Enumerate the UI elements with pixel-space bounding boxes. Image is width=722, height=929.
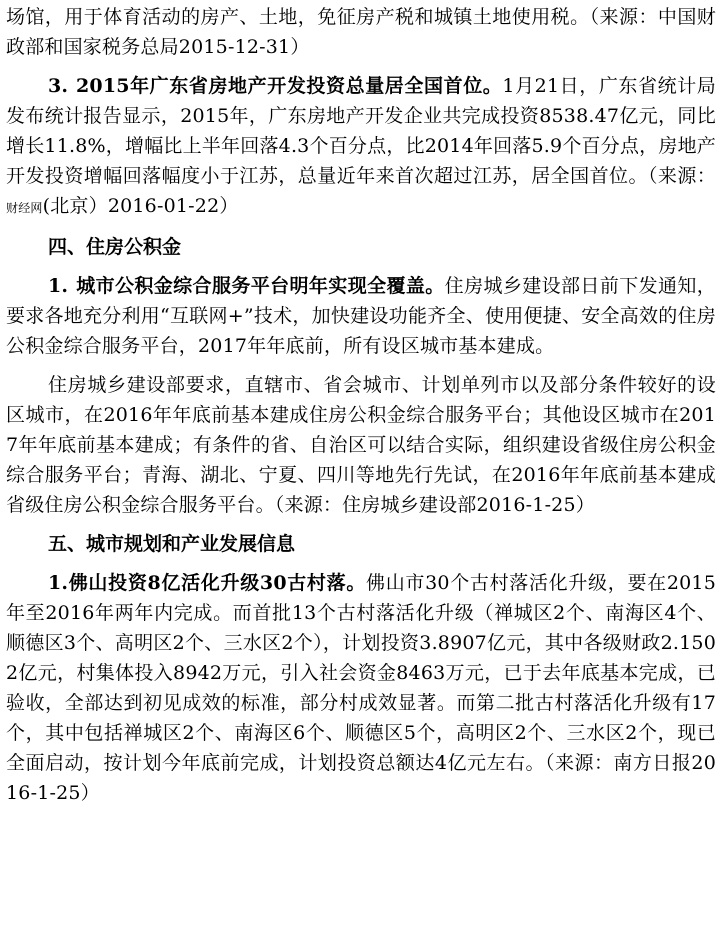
item-body: 住房城乡建设部日前下发通知，要求各地充分利用“互联网+”技术，加快建设功能齐全、使用便捷、安全高效的住房公积金综合服务平台，2017年年底前，所有设区城市基本建成。 [6, 275, 716, 357]
section-heading-housing-fund: 四、住房公积金 [48, 236, 182, 258]
paragraph-tax-exemption [6, 2, 716, 62]
item-title: 城市公积金综合服务平台明年实现全覆盖。 [76, 275, 445, 297]
item-number: 3. [48, 75, 69, 97]
item-body: 佛山市30个古村落活化升级，要在2015年至2016年两年内完成。而首批13个古村落活化升级（禅城区2个、南海区4个、顺德区3个、高明区2个、三水区2个），计划投资3.8907亿元，其中各级财政2.1502亿元，村集体投入8942万元，引入社会资金8463万元，已于去年底基本完成，已验收，全部达到初见成效的标准，部分村成效显著。而第二批古村落活化升级有17个，其中包括禅城区2个、南海区6个、顺德区5个，高明区2个、三水区2个，现已全面启动，按计划今年底前完成，计划投资总额达4亿元左右。（来源：南方日报2016-1-25） [6, 572, 716, 804]
item-body: 1月21日，广东省统计局发布统计报告显示，2015年，广东房地产开发企业共完成投资8538.47亿元，同比增长11.8%，增幅比上半年回落4.3个百分点，比2014年回落5.9个百分点，房地产开发投资增幅回落幅度小于江苏，总量近年来首次超过江苏，居全国首位。（来源： [6, 75, 717, 187]
source-tail: (北京）2016-01-22） [42, 195, 239, 217]
paragraph-foshan-villages [6, 568, 716, 808]
paragraph-fund-requirements [6, 370, 716, 520]
item-title: 2015年广东省房地产开发投资总量居全国首位。 [76, 75, 503, 97]
paragraph-text: 住房城乡建设部要求，直辖市、省会城市、计划单列市以及部分条件较好的设区城市，在2016年年底前基本建成住房公积金综合服务平台；其他设区城市在2017年年底前基本建成；有条件的省、自治区可以结合实际，组织建设省级住房公积金综合服务平台；青海、湖北、宁夏、四川等地先行先试，在2016年年底前基本建成省级住房公积金综合服务平台。（来源：住房城乡建设部2016-1-25） [6, 374, 716, 516]
item-title: 1.佛山投资8亿活化升级30古村落。 [48, 572, 367, 594]
document-page [6, 2, 716, 808]
source-name: 财经网 [6, 201, 43, 215]
paragraph-guangdong-investment [6, 71, 716, 223]
section-heading-urban-planning: 五、城市规划和产业发展信息 [48, 533, 296, 555]
paragraph-text: 场馆，用于体育活动的房产、土地，免征房产税和城镇土地使用税。（来源：中国财政部和国家税务总局2015-12-31） [6, 6, 716, 58]
paragraph-fund-platform [6, 271, 716, 361]
item-number: 1. [48, 275, 69, 297]
